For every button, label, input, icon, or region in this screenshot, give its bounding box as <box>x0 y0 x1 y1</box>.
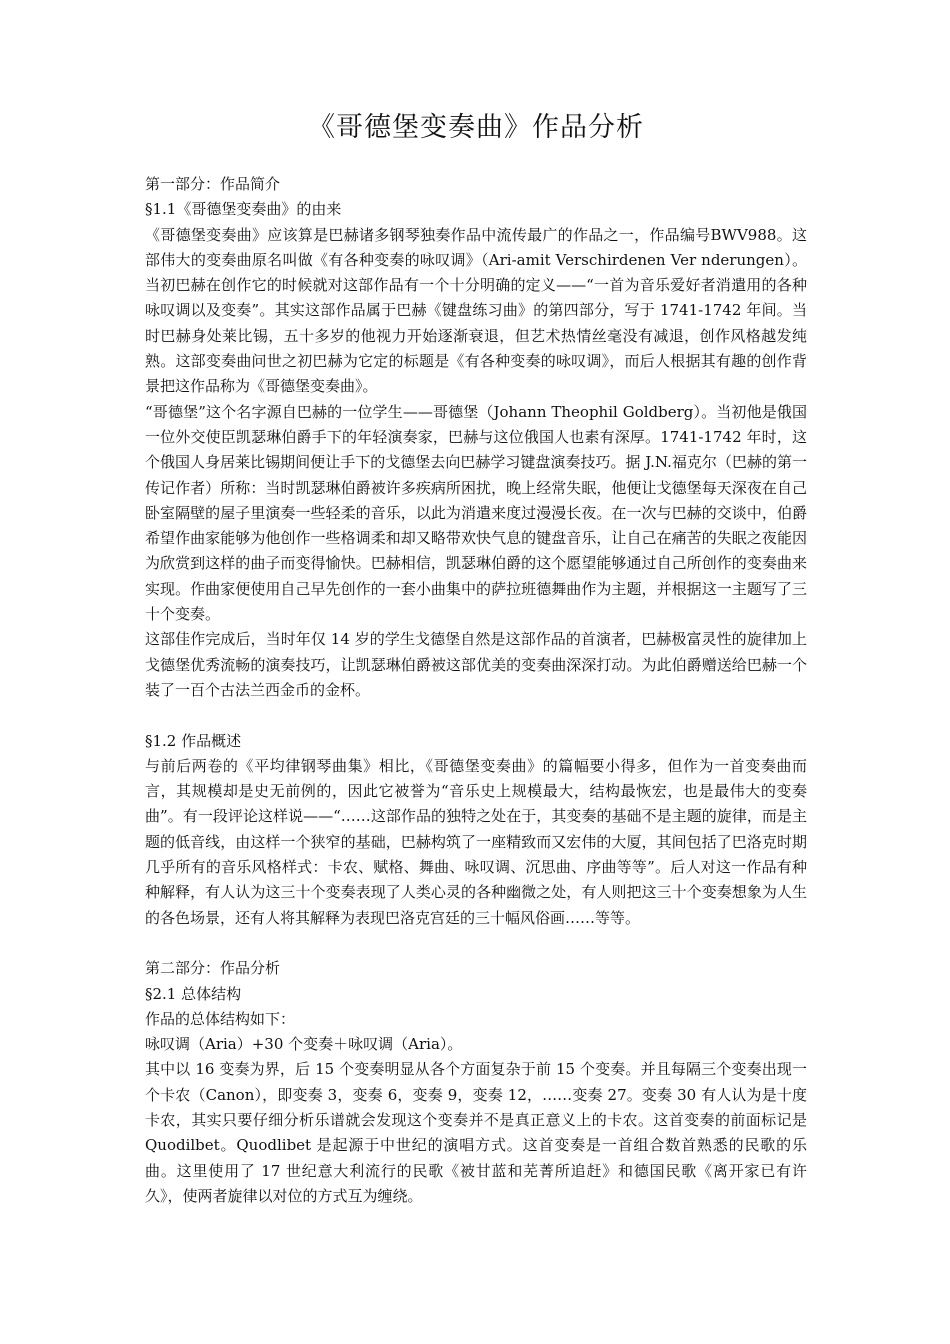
blank-line <box>145 931 807 956</box>
section-1-1-paragraph-2: “哥德堡”这个名字源自巴赫的一位学生——哥德堡（Johann Theophil Goldberg）。当初他是俄国一位外交使臣凯瑟琳伯爵手下的年轻演奏家，巴赫与这位俄国人也素有深厚。1741-1742 年时，这个俄国人身居莱比锡期间便让手下的戈德堡去向巴赫学习键盘演奏技巧。据 J.N.福克尔（巴赫的第一传记作者）所称：当时凯瑟琳伯爵被许多疾病所困扰，晚上经常失眠，他便让戈德堡每天深夜在自己卧室隔壁的屋子里演奏一些轻柔的音乐，以此为消遣来度过漫漫长夜。在一次与巴赫的交谈中，伯爵希望作曲家能够为他创作一些格调柔和却又略带欢快气息的键盘音乐，让自己在痛苦的失眠之夜能因为欣赏到这样的曲子而变得愉快。巴赫相信，凯瑟琳伯爵的这个愿望能够通过自己所创作的变奏曲来实现。作曲家便使用自己早先创作的一套小曲集中的萨拉班德舞曲作为主题，并根据这一主题写了三十个变奏。 <box>145 402 807 624</box>
document-title: 《哥德堡变奏曲》作品分析 <box>308 112 644 143</box>
document-page <box>145 108 807 1209</box>
section-1-2-paragraph-1: 与前后两卷的《平均律钢琴曲集》相比，《哥德堡变奏曲》的篇幅要小得多，但作为一首变奏曲而言，其规模却是史无前例的，因此它被誉为“音乐史上规模最大，结构最恢宏，也是最伟大的变奏曲”。有一段评论这样说——“……这部作品的独特之处在于，其变奏的基础不是主题的旋律，而是主题的低音线，由这样一个狭窄的基础，巴赫构筑了一座精致而又宏伟的大厦，其间包括了巴洛克时期几乎所有的音乐风格样式：卡农、赋格、舞曲、咏叹调、沉思曲、序曲等等”。后人对这一作品有种种解释，有人认为这三十个变奏表现了人类心灵的各种幽微之处，有人则把这三十个变奏想象为人生的各色场景，还有人将其解释为表现巴洛克宫廷的三十幅风俗画……等等。 <box>145 756 807 927</box>
section-2-1-paragraph-1: 其中以 16 变奏为界，后 15 个变奏明显从各个方面复杂于前 15 个变奏。并且每隔三个变奏出现一个卡农（Canon），即变奏 3，变奏 6，变奏 9，变奏 12，……变奏 27。变奏 30 有人认为是十度卡农，其实只要仔细分析乐谱就会发现这个变奏并不是真正意义上的卡农。这首变奏的前面标记是 Quodilbet。Quodlibet 是起源于中世纪的演唱方式。这首变奏是一首组合数首熟悉的民歌的乐曲。这里使用了 17 世纪意大利流行的民歌《被甘蓝和芜菁所追赶》和德国民歌《离开家已有许久》，使两者旋律以对位的方式互为缠绕。 <box>145 1060 807 1205</box>
blank-line <box>145 703 807 728</box>
section-1-2-heading: §1.2 作品概述 <box>145 731 242 750</box>
section-2-1-intro: 作品的总体结构如下： <box>145 1009 296 1028</box>
section-1-1-paragraph-1: 《哥德堡变奏曲》应该算是巴赫诸多钢琴独奏作品中流传最广的作品之一，作品编号BWV988。这部伟大的变奏曲原名叫做《有各种变奏的咏叹调》（Ari-amit Verschirdenen Ver nderungen）。当初巴赫在创作它的时候就对这部作品有一个十分明确的定义——“一首为音乐爱好者消遣用的各种咏叹调以及变奏”。其实这部作品属于巴赫《键盘练习曲》的第四部分，写于 1741-1742 年间。当时巴赫身处莱比锡，五十多岁的他视力开始逐渐衰退，但艺术热情丝毫没有减退，创作风格越发纯熟。这部变奏曲问世之初巴赫为它定的标题是《有各种变奏的咏叹调》，而后人根据其有趣的创作背景把这作品称为《哥德堡变奏曲》。 <box>145 225 807 396</box>
part2-heading: 第二部分：作品分析 <box>145 959 281 978</box>
section-1-1-paragraph-3: 这部佳作完成后，当时年仅 14 岁的学生戈德堡自然是这部作品的首演者，巴赫极富灵性的旋律加上戈德堡优秀流畅的演奏技巧，让凯瑟琳伯爵被这部优美的变奏曲深深打动。为此伯爵赠送给巴赫一个装了一百个古法兰西金币的金杯。 <box>145 630 807 699</box>
section-2-1-formula: 咏叹调（Aria）+30 个变奏＋咏叹调（Aria）。 <box>145 1035 463 1054</box>
section-2-1-heading: §2.1 总体结构 <box>145 984 242 1003</box>
section-1-1-heading: §1.1《哥德堡变奏曲》的由来 <box>145 200 342 219</box>
part1-heading: 第一部分：作品简介 <box>145 175 281 193</box>
